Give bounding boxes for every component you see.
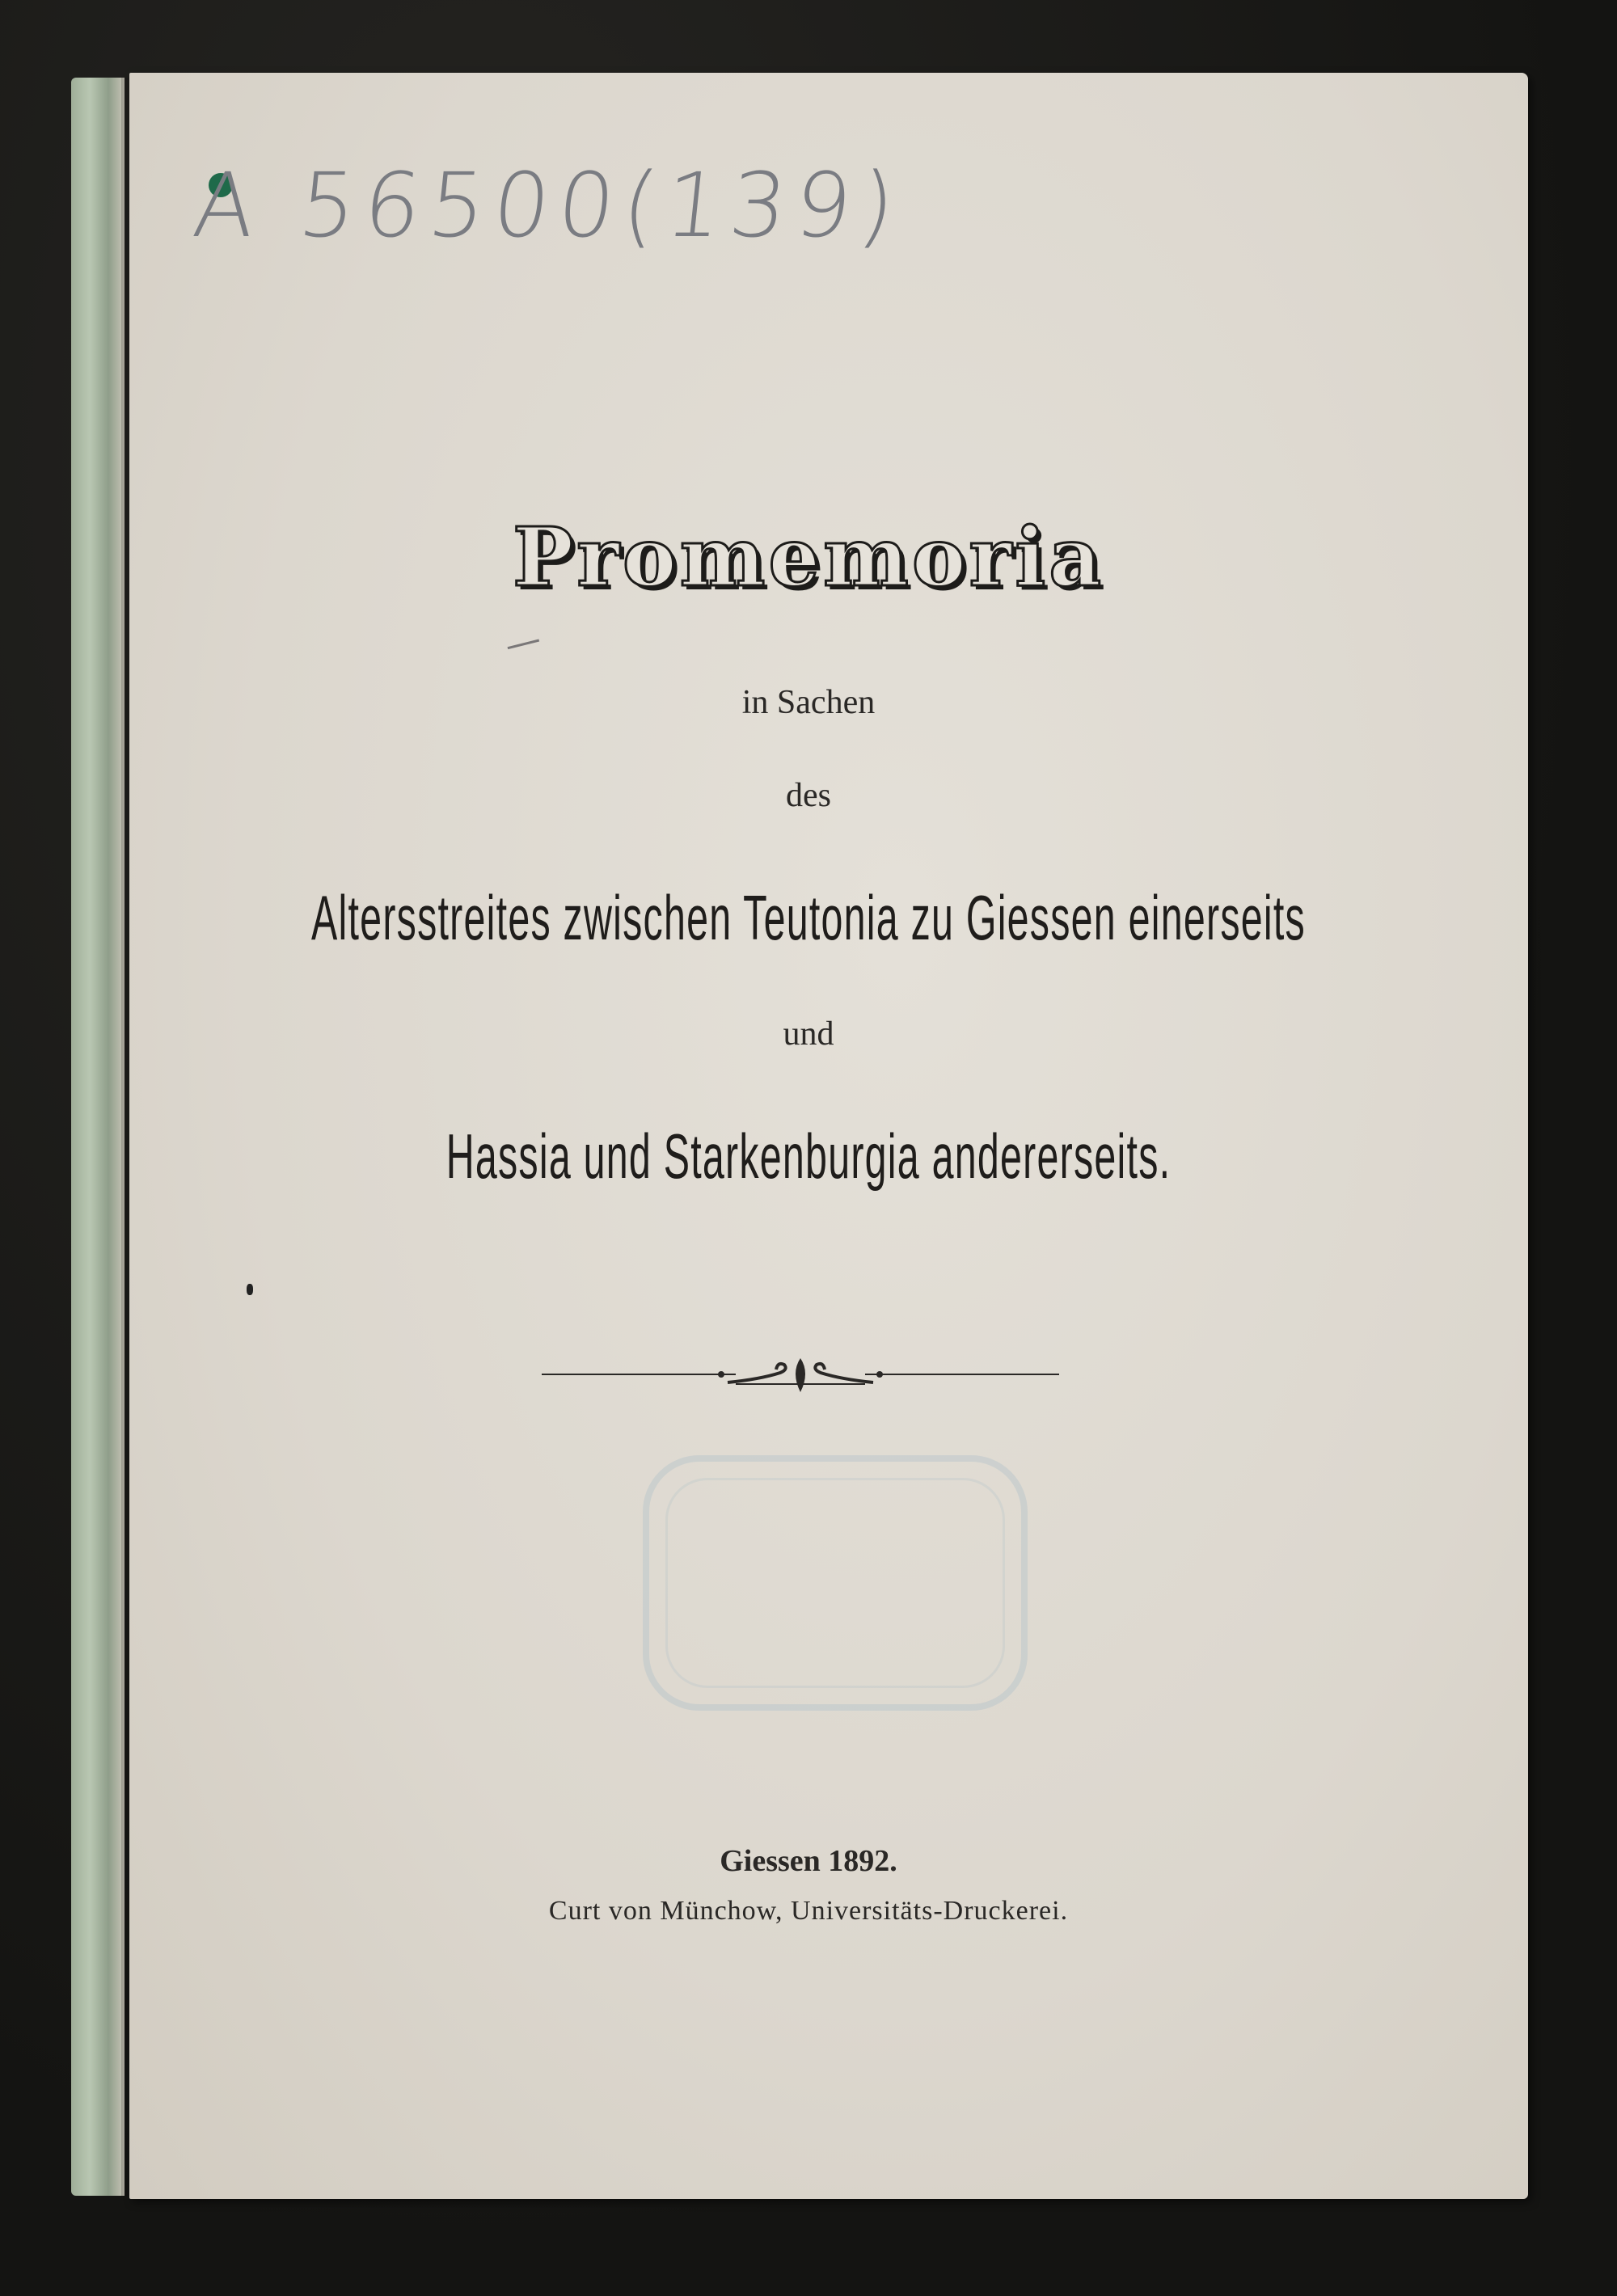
footer-printer: Curt von Münchow, Universitäts-Druckerei. xyxy=(548,1896,1069,1926)
library-stamp-inner xyxy=(665,1478,1005,1688)
subtitle-line-2: des xyxy=(786,777,831,814)
main-line-1: Altersstreites zwischen Teutonia zu Giessen einerseits xyxy=(311,882,1306,953)
page-title: Promemoria xyxy=(513,509,1104,605)
subtitle-line-1: in Sachen xyxy=(741,684,876,721)
ink-dot xyxy=(247,1284,253,1295)
footer-place-year: Giessen 1892. xyxy=(720,1844,897,1878)
library-stamp xyxy=(643,1455,1028,1711)
main-line-3: Hassia und Starkenburgia andererseits. xyxy=(445,1121,1172,1192)
main-line-2: und xyxy=(783,1015,834,1053)
handwritten-shelfmark: A 56500(139) xyxy=(188,154,908,257)
ornament-divider xyxy=(542,1350,1059,1399)
